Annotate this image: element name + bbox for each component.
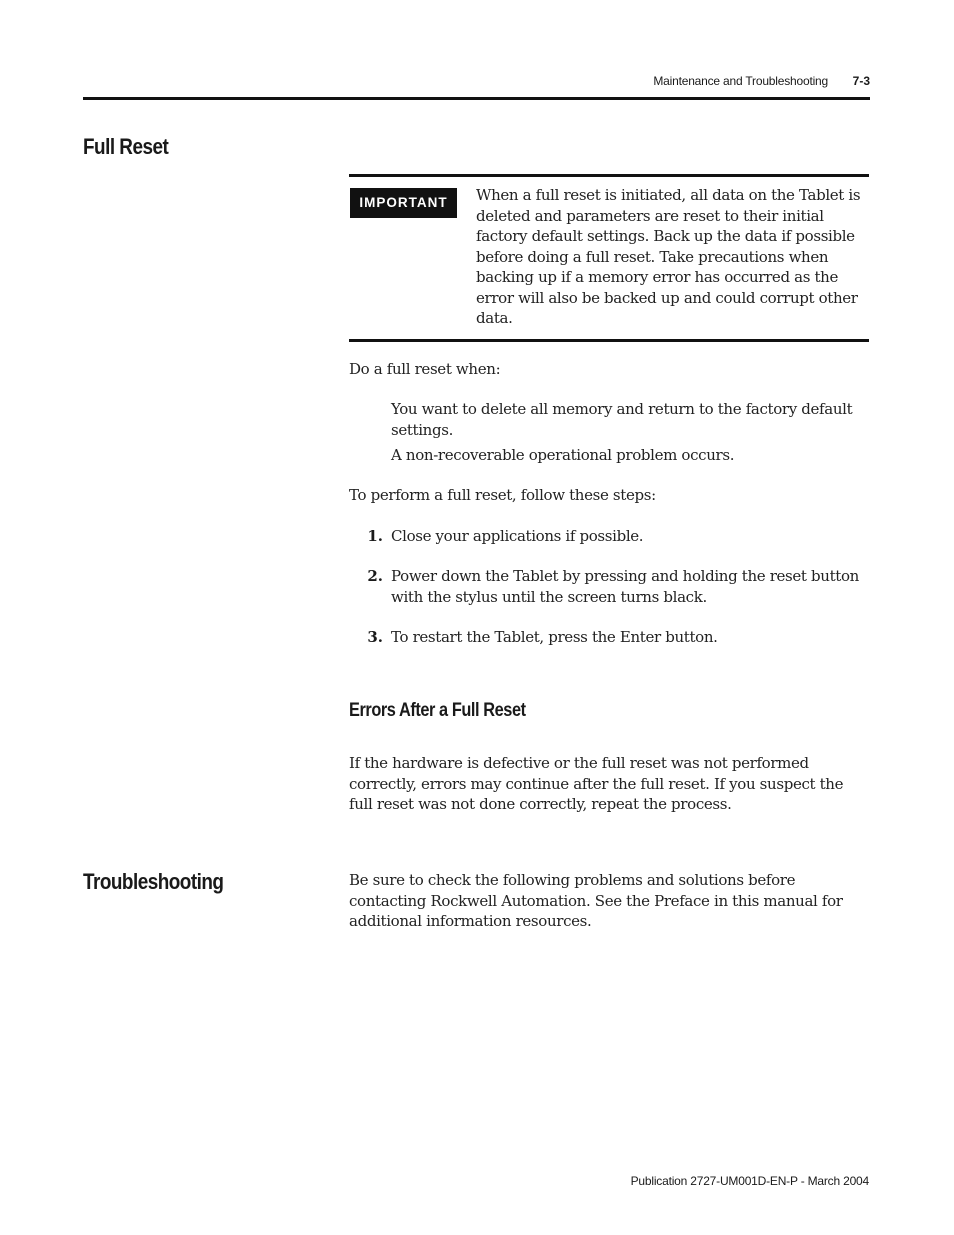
step-text: To restart the Tablet, press the Enter button.	[391, 628, 718, 646]
important-bottom-rule	[349, 339, 869, 342]
condition-item: You want to delete all memory and return to the factory default settings.	[391, 400, 853, 439]
header-rule	[83, 97, 870, 100]
important-badge: IMPORTANT	[350, 188, 457, 218]
full-reset-heading: Full Reset	[83, 134, 169, 159]
steps-intro: To perform a full reset, follow these steps:	[349, 486, 656, 504]
errors-heading: Errors After a Full Reset	[349, 700, 526, 721]
step-text: Close your applications if possible.	[391, 527, 644, 545]
important-top-rule	[349, 174, 869, 177]
condition-item: A non-recoverable operational problem occurs.	[391, 446, 735, 464]
step-number: 1.	[367, 527, 383, 545]
step-number: 3.	[367, 628, 383, 646]
running-header-title: Maintenance and Troubleshooting	[653, 74, 828, 88]
page-number: 7-3	[852, 74, 870, 88]
publication-footer: Publication 2727-UM001D-EN-P - March 2004	[630, 1174, 869, 1188]
conditions-intro: Do a full reset when:	[349, 360, 501, 378]
important-text: When a full reset is initiated, all data on the Tablet is deleted and parameters are reset to their initial factory default settings. Back up the data if possible before doing a full reset. Take precautions when backing up if a memory error has occurred as the error will also be backed up and could corrupt other data.	[476, 186, 861, 327]
step-text: Power down the Tablet by pressing and holding the reset button with the stylus until the screen turns black.	[391, 567, 859, 606]
troubleshooting-heading: Troubleshooting	[83, 869, 224, 894]
errors-text: If the hardware is defective or the full reset was not performed correctly, errors may continue after the full reset. If you suspect the full reset was not done correctly, repeat the process.	[349, 754, 844, 813]
step-number: 2.	[367, 567, 383, 585]
troubleshooting-text: Be sure to check the following problems and solutions before contacting Rockwell Automation. See the Preface in this manual for additional information resources.	[349, 871, 843, 930]
